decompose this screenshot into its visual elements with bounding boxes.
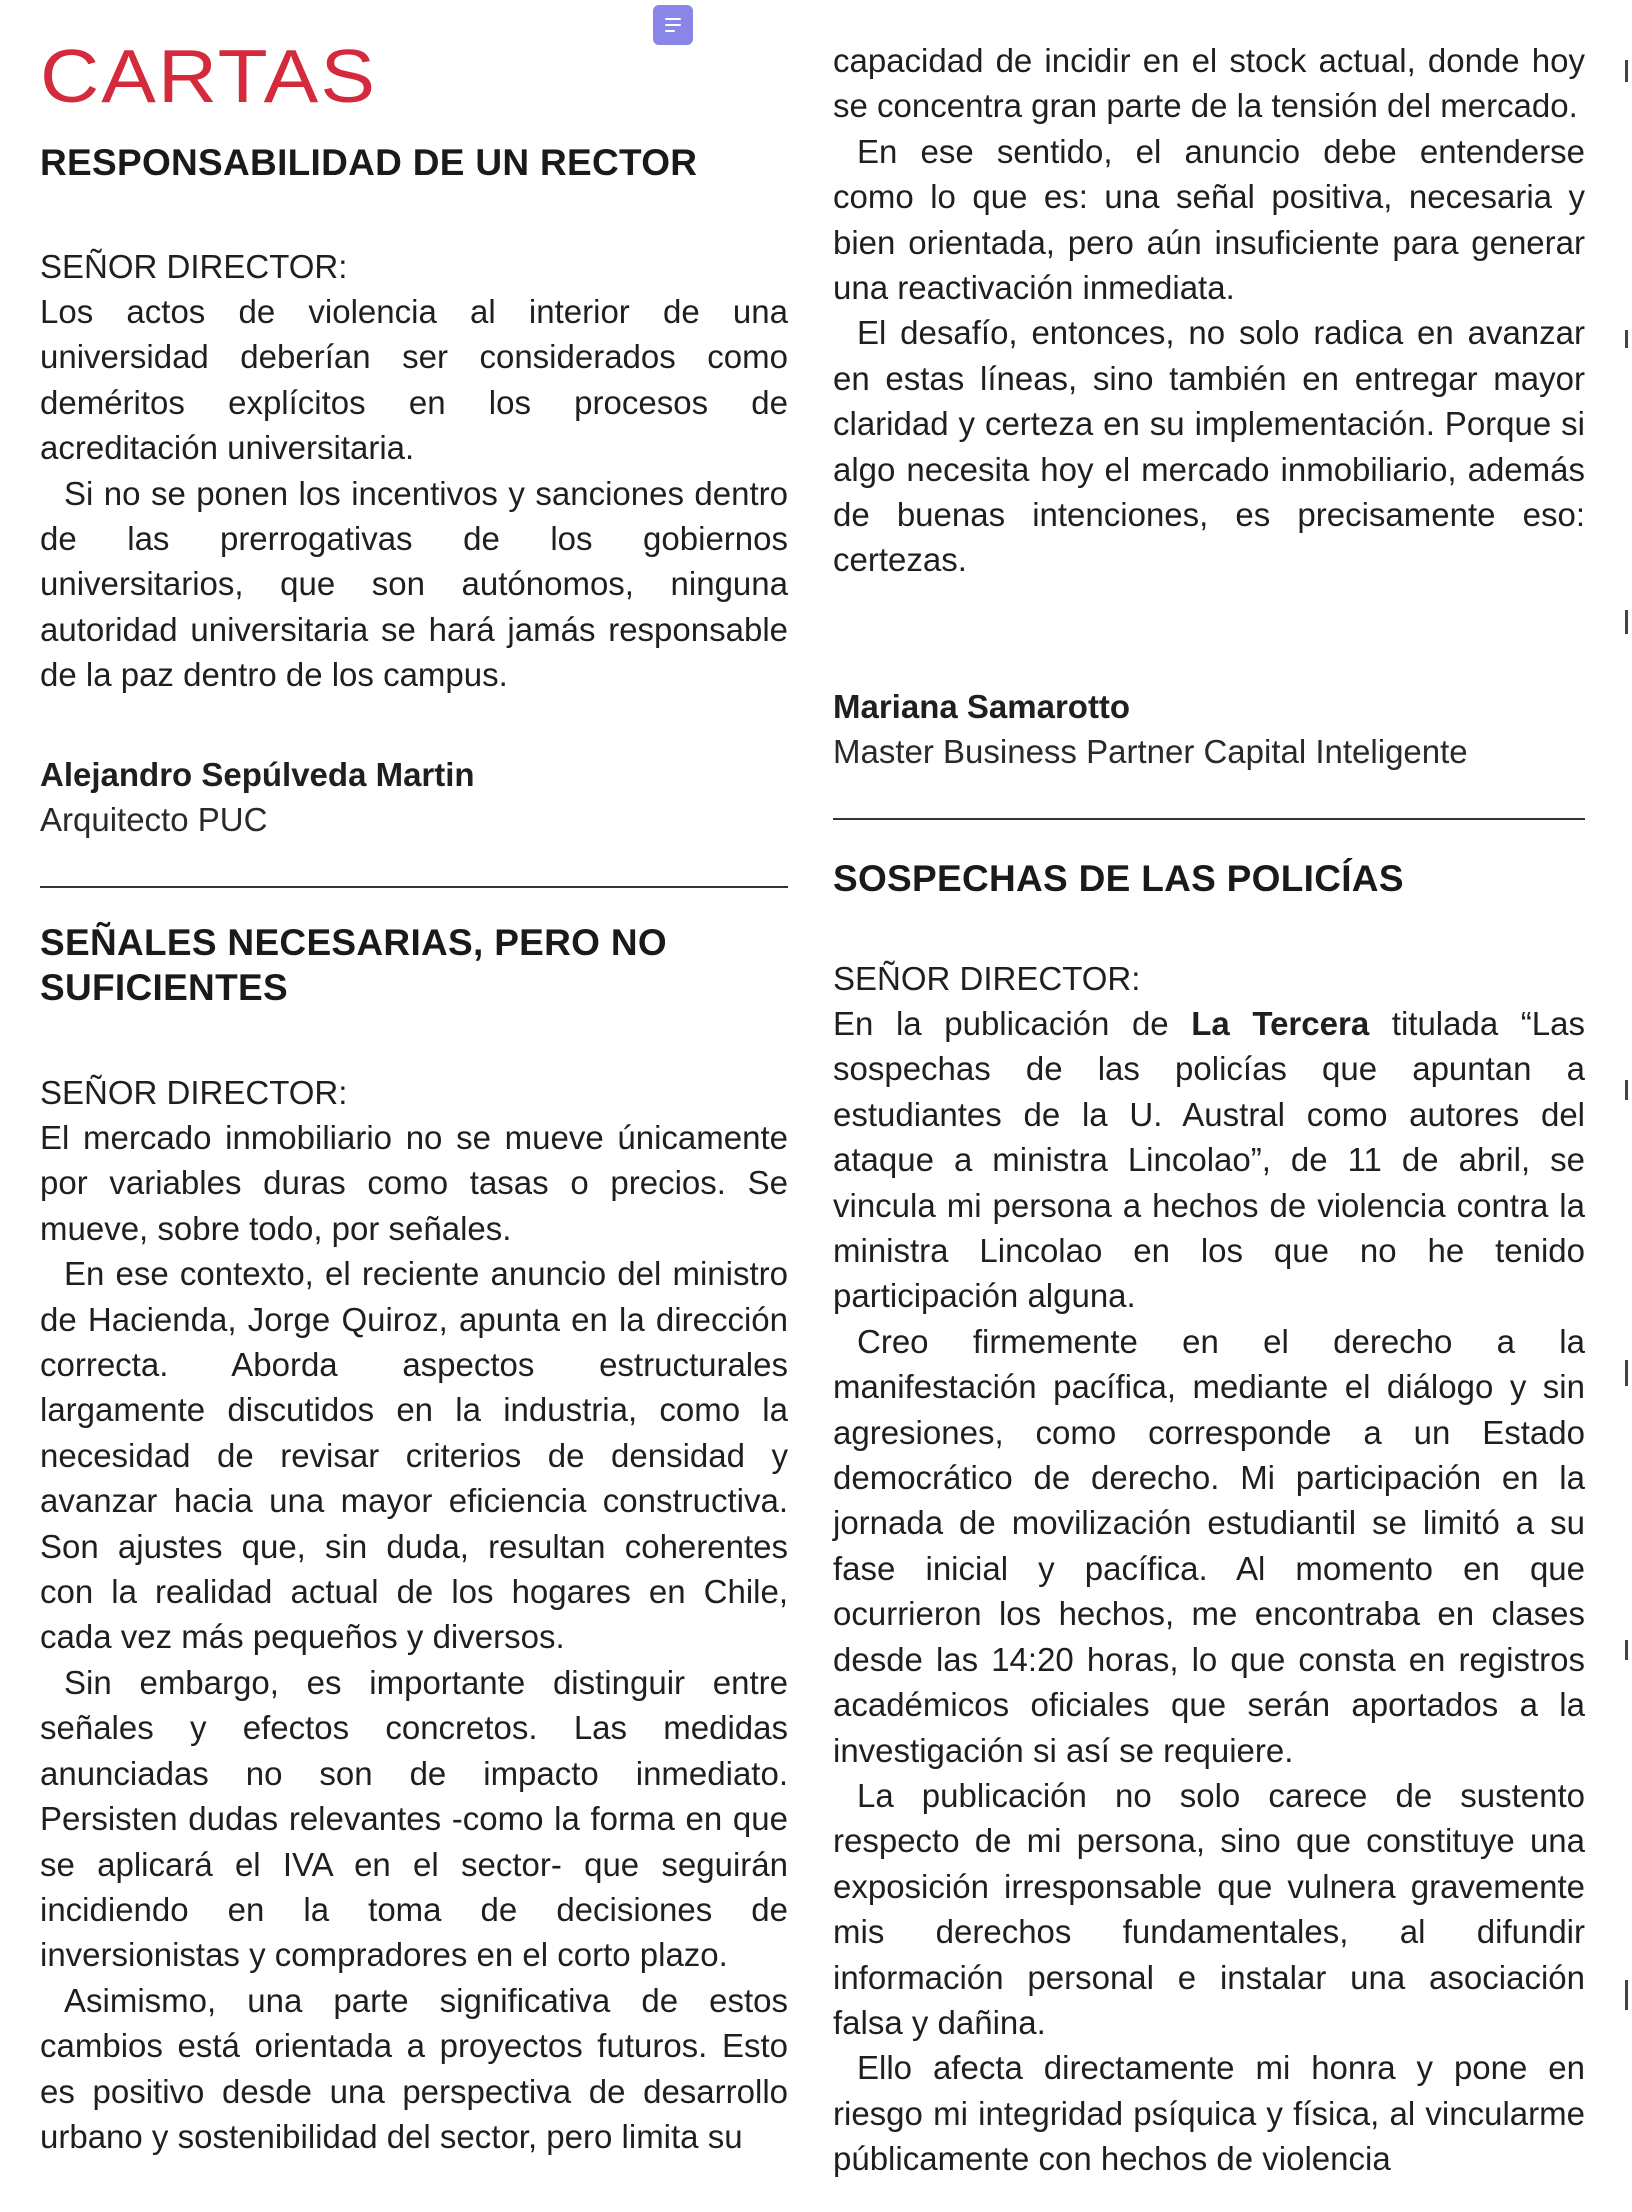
letter-1-salutation: SEÑOR DIRECTOR:: [40, 248, 348, 285]
letter-3-paragraph: En la publicación de La Tercera titulada “Las sospechas de las policías que apuntan a estudiantes de la U. Austral como autores del ataque a ministra Lincolao”, de 11 de abril, se vincula mi persona a hechos de violencia contra la ministra Lincolao en los que no he tenido participación alguna.: [833, 1005, 1585, 1315]
letter-1-body: [40, 244, 788, 698]
letter-1-author: Alejandro Sepúlveda Martin: [40, 756, 475, 793]
note-icon[interactable]: [653, 5, 693, 45]
letter-3-paragraph: Creo firmemente en el derecho a la manifestación pacífica, mediante el diálogo y sin agresiones, como corresponde a un Estado democrático de derecho. Mi participación en la jornada de movilización estudiantil se limitó a su fase inicial y pacífica. Al momento en que ocurrieron los hechos, me encontraba en clases desde las 14:20 horas, lo que consta en registros académicos oficiales que serán aportados a la investigación si así se requiere.: [833, 1322, 1585, 1769]
letter-2-paragraph: El desafío, entonces, no solo radica en avanzar en estas líneas, sino también en entregar mayor claridad y certeza en su implementación. Porque si algo necesita hoy el mercado inmobiliario, además de buenas intenciones, es precisamente eso: certezas.: [833, 314, 1585, 579]
letter-2-headline: SEÑALES NECESARIAS, PERO NO SUFICIENTES: [40, 922, 667, 1008]
publication-name: La Tercera: [1191, 1005, 1370, 1042]
letter-2-heading: [40, 920, 788, 1010]
divider: [833, 818, 1585, 820]
letter-1-paragraph: Si no se ponen los incentivos y sanciones dentro de las prerrogativas de los gobiernos universitarios, que son autónomos, ninguna autoridad universitaria se hará jamás responsable de la paz dentro de los campus.: [40, 474, 788, 694]
letter-2-continued: [833, 38, 1585, 583]
letter-2-continuation: capacidad de incidir en el stock actual, donde hoy se concentra gran parte de la tensión del mercado.: [833, 42, 1585, 125]
letter-1-headline: RESPONSABILIDAD DE UN RECTOR: [40, 142, 698, 183]
letter-2-signature: [833, 684, 1585, 774]
letter-3-heading: [833, 856, 1585, 901]
letter-3-headline: SOSPECHAS DE LAS POLICÍAS: [833, 858, 1404, 899]
letter-2-author: Mariana Samarotto: [833, 688, 1131, 725]
letter-1-paragraph: Los actos de violencia al interior de una universidad deberían ser considerados como deméritos explícitos en los procesos de acreditación universitaria.: [40, 293, 788, 467]
letter-2-body: [40, 1070, 788, 2159]
letter-2-paragraph: En ese contexto, el reciente anuncio del ministro de Hacienda, Jorge Quiroz, apunta en la dirección correcta. Aborda aspectos estructurales largamente discutidos en la industria, como la necesidad de revisar criterios de densidad y avanzar hacia una mayor eficiencia constructiva. Son ajustes que, sin duda, resultan coherentes con la realidad actual de los hogares en Chile, cada vez más pequeños y diversos.: [40, 1255, 788, 1656]
section-label: CARTAS: [40, 35, 378, 119]
page-edge: [1620, 0, 1632, 2212]
divider: [40, 886, 788, 888]
letter-2-paragraph: En ese sentido, el anuncio debe entenderse como lo que es: una señal positiva, necesaria y bien orientada, pero aún insuficiente para generar una reactivación inmediata.: [833, 132, 1585, 307]
letter-1-author-role: Arquitecto PUC: [40, 801, 268, 838]
letter-3-paragraph: Ello afecta directamente mi honra y pone en riesgo mi integridad psíquica y física, al vincularme públicamente con hechos de violencia: [833, 2049, 1585, 2178]
letter-2-author-role: Master Business Partner Capital Inteligente: [833, 733, 1468, 770]
letter-1-signature: [40, 752, 788, 842]
letter-2-paragraph: Asimismo, una parte significativa de estos cambios está orientada a proyectos futuros. Esto es positivo desde una perspectiva de desarrollo urbano y sostenibilidad del sector, pero limita su: [40, 1981, 788, 2155]
letter-3-salutation: SEÑOR DIRECTOR:: [833, 960, 1141, 997]
letter-3-body: [833, 956, 1585, 2182]
letter-2-paragraph: El mercado inmobiliario no se mueve únicamente por variables duras como tasas o precios. Se mueve, sobre todo, por señales.: [40, 1119, 788, 1247]
letter-2-salutation: SEÑOR DIRECTOR:: [40, 1074, 348, 1111]
letter-2-paragraph: Sin embargo, es importante distinguir entre señales y efectos concretos. Las medidas anunciadas no son de impacto inmediato. Persisten dudas relevantes -como la forma en que se aplicará el IVA en el sector- que seguirán incidiendo en la toma de decisiones de inversionistas y compradores en el corto plazo.: [40, 1663, 788, 1974]
letter-3-paragraph: La publicación no solo carece de sustento respecto de mi persona, sino que constituye una exposición irresponsable que vulnera gravemente mis derechos fundamentales, al difundir información personal e instalar una asociación falsa y dañina.: [833, 1776, 1585, 2041]
letter-1: [40, 140, 788, 185]
